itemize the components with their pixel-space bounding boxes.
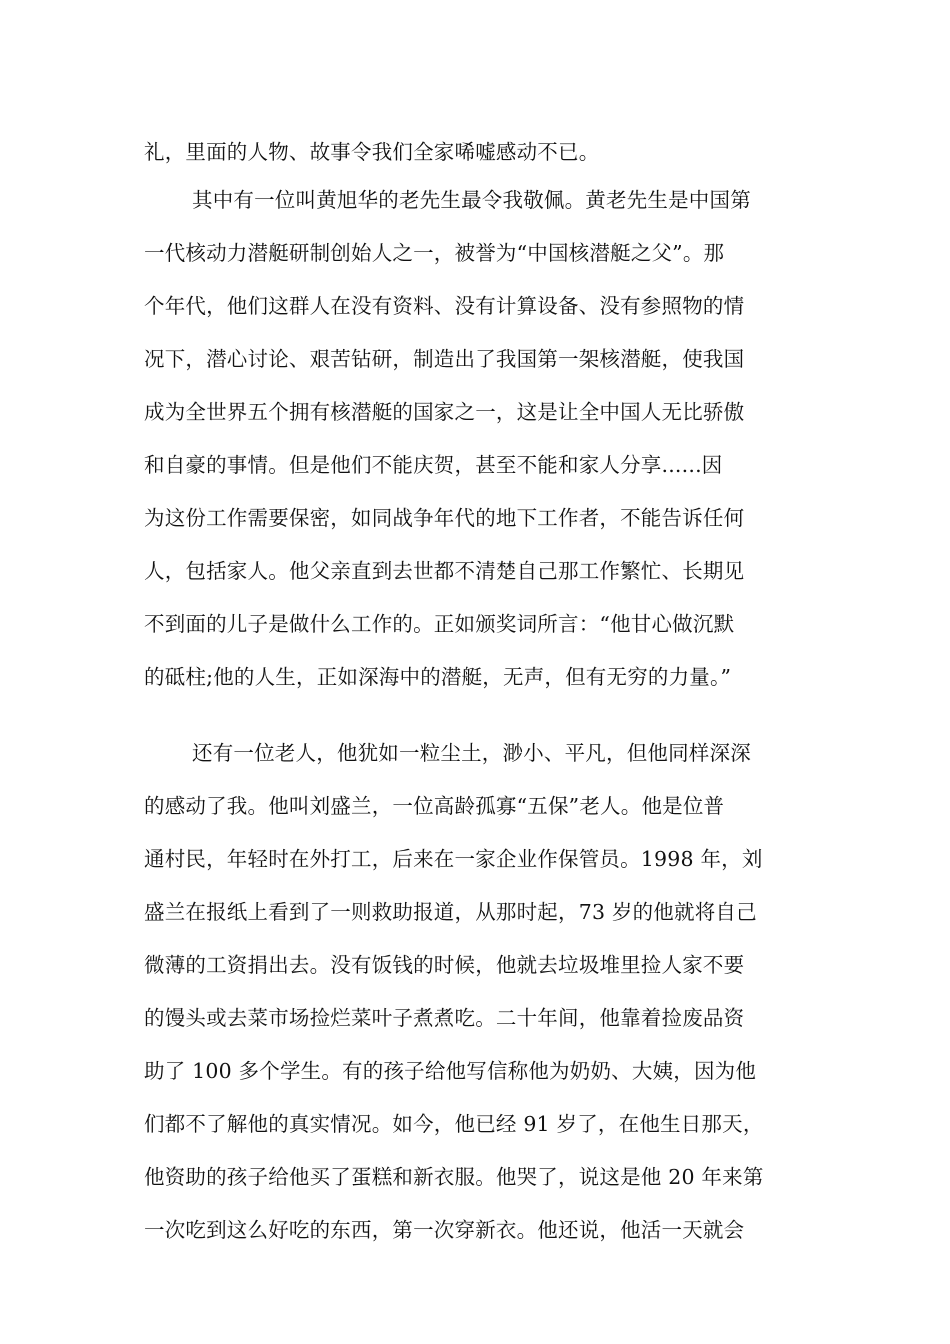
text-line-21: 一次吃到这么好吃的东西，第一次穿新衣。他还说，他活一天就会 [144,1218,745,1242]
text-line-20: 他资助的孩子给他买了蛋糕和新衣服。他哭了，说这是他 20 年来第 [144,1165,764,1189]
text-line-18: 助了 100 多个学生。有的孩子给他写信称他为奶奶、大姨，因为他 [144,1059,757,1083]
text-line-19: 们都不了解他的真实情况。如今，他已经 91 岁了，在他生日那天， [144,1112,764,1136]
text-line-10: 不到面的儿子是做什么工作的。正如颁奖词所言：“他甘心做沉默 [144,612,735,636]
text-line-1: 礼，里面的人物、故事令我们全家唏嘘感动不已。 [144,140,600,164]
text-line-17: 的馒头或去菜市场捡烂菜叶子煮煮吃。二十年间，他靠着捡废品资 [144,1006,745,1030]
text-line-9: 人，包括家人。他父亲直到去世都不清楚自己那工作繁忙、长期见 [144,559,745,583]
text-line-8: 为这份工作需要保密，如同战争年代的地下工作者，不能告诉任何 [144,506,745,530]
text-line-15: 盛兰在报纸上看到了一则救助报道，从那时起，73 岁的他就将自己 [144,900,757,924]
text-line-2: 其中有一位叫黄旭华的老先生最令我敬佩。黄老先生是中国第 [192,188,751,212]
text-line-4: 个年代，他们这群人在没有资料、没有计算设备、没有参照物的情 [144,294,745,318]
text-line-6: 成为全世界五个拥有核潜艇的国家之一，这是让全中国人无比骄傲 [144,400,745,424]
text-line-7: 和自豪的事情。但是他们不能庆贺，甚至不能和家人分享......因 [144,453,723,477]
text-line-3: 一代核动力潜艇研制创始人之一，被誉为“中国核潜艇之父”。那 [144,241,725,265]
text-line-13: 的感动了我。他叫刘盛兰，一位高龄孤寡“五保”老人。他是位普 [144,794,725,818]
text-line-5: 况下，潜心讨论、艰苦钻研，制造出了我国第一架核潜艇，使我国 [144,347,745,371]
text-line-11: 的砥柱;他的人生，正如深海中的潜艇，无声，但有无穷的力量。” [144,665,732,689]
text-line-14: 通村民，年轻时在外打工，后来在一家企业作保管员。1998 年，刘 [144,847,763,871]
text-line-16: 微薄的工资捐出去。没有饭钱的时候，他就去垃圾堆里捡人家不要 [144,953,745,977]
text-line-12: 还有一位老人，他犹如一粒尘土，渺小、平凡，但他同样深深 [192,741,751,765]
